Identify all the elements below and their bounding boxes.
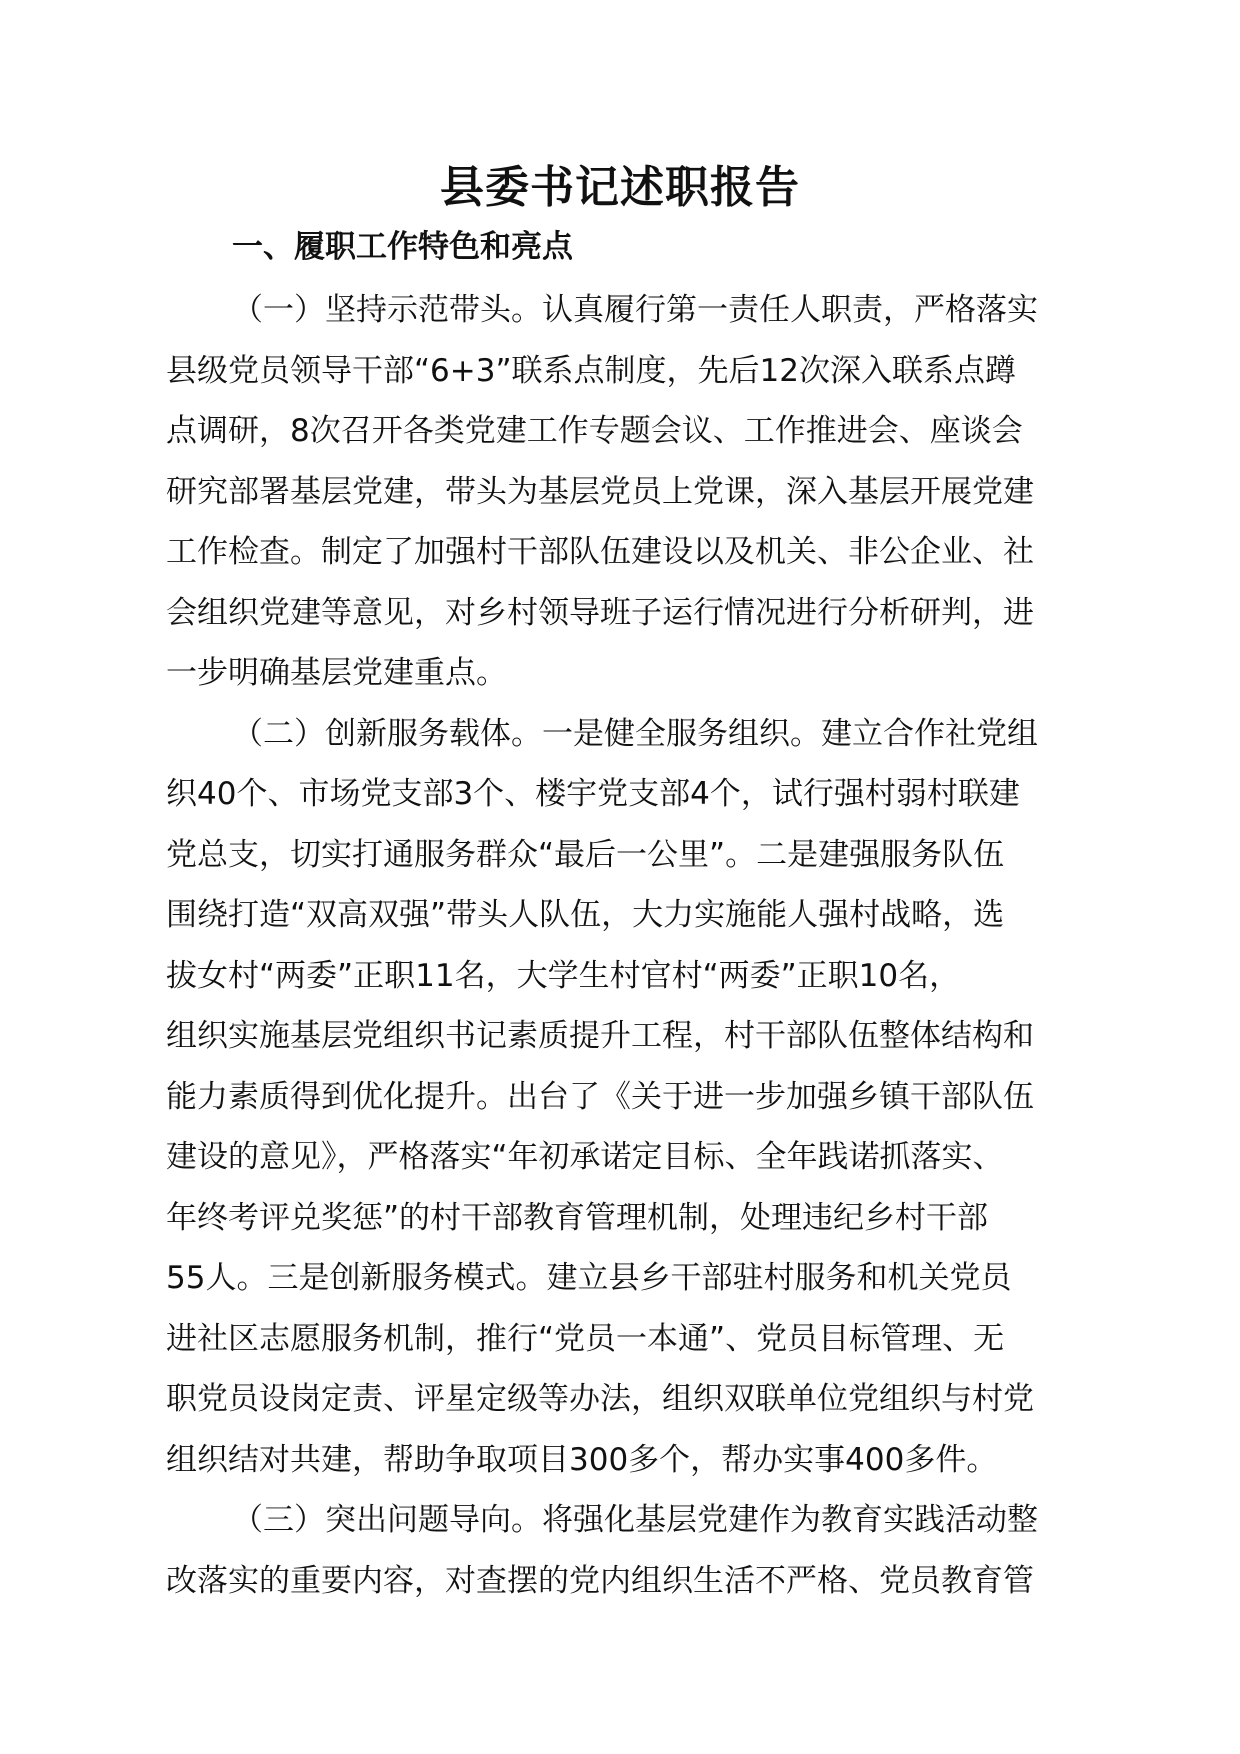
text-line: 工作检查。制定了加强村干部队伍建设以及机关、非公企业、社 [166,534,1034,570]
text-line: 县级党员领导干部“6+3”联系点制度，先后12次深入联系点蹲 [166,352,1016,389]
text-line: 党总支，切实打通服务群众“最后一公里”。二是建强服务队伍 [166,836,1005,873]
text-line: 进社区志愿服务机制，推行“党员一本通”、党员目标管理、无 [166,1320,1005,1357]
section-heading: 一、履职工作特色和亮点 [232,229,573,265]
text-line: （三）突出问题导向。将强化基层党建作为教育实践活动整 [232,1502,1038,1538]
text-line: （二）创新服务载体。一是健全服务组织。建立合作社党组 [232,715,1038,752]
text-line: 围绕打造“双高双强”带头人队伍，大力实施能人强村战略，选 [166,897,1005,933]
body-text [166,280,1106,1611]
text-line: 55人。三是创新服务模式。建立县乡干部驻村服务和机关党员 [166,1260,1012,1296]
text-line: （一）坚持示范带头。认真履行第一责任人职责，严格落实 [232,292,1038,328]
text-line: 职党员设岗定责、评星定级等办法，组织双联单位党组织与村党 [166,1381,1034,1417]
document-title: 县委书记述职报告 [440,162,800,213]
text-line: 点调研，8次召开各类党建工作专题会议、工作推进会、座谈会 [166,413,1023,449]
text-line: 一步明确基层党建重点。 [166,655,507,691]
text-line: 研究部署基层党建，带头为基层党员上党课，深入基层开展党建 [166,473,1034,510]
text-line: 组织结对共建，帮助争取项目300多个，帮办实事400多件。 [166,1441,998,1478]
text-line: 能力素质得到优化提升。出台了《关于进一步加强乡镇干部队伍 [166,1078,1034,1115]
text-line: 建设的意见》，严格落实“年初承诺定目标、全年践诺抓落实、 [166,1139,1004,1175]
text-line: 拔女村“两委”正职11名，大学生村官村“两委”正职10名， [166,957,961,994]
text-line: 织40个、市场党支部3个、楼宇党支部4个，试行强村弱村联建 [166,776,1020,812]
text-line: 改落实的重要内容，对查摆的党内组织生活不严格、党员教育管 [166,1562,1034,1599]
text-line: 组织实施基层党组织书记素质提升工程，村干部队伍整体结构和 [166,1018,1034,1054]
text-line: 年终考评兑奖惩”的村干部教育管理机制，处理违纪乡村干部 [166,1199,989,1236]
text-line: 会组织党建等意见，对乡村领导班子运行情况进行分析研判，进 [166,594,1034,631]
